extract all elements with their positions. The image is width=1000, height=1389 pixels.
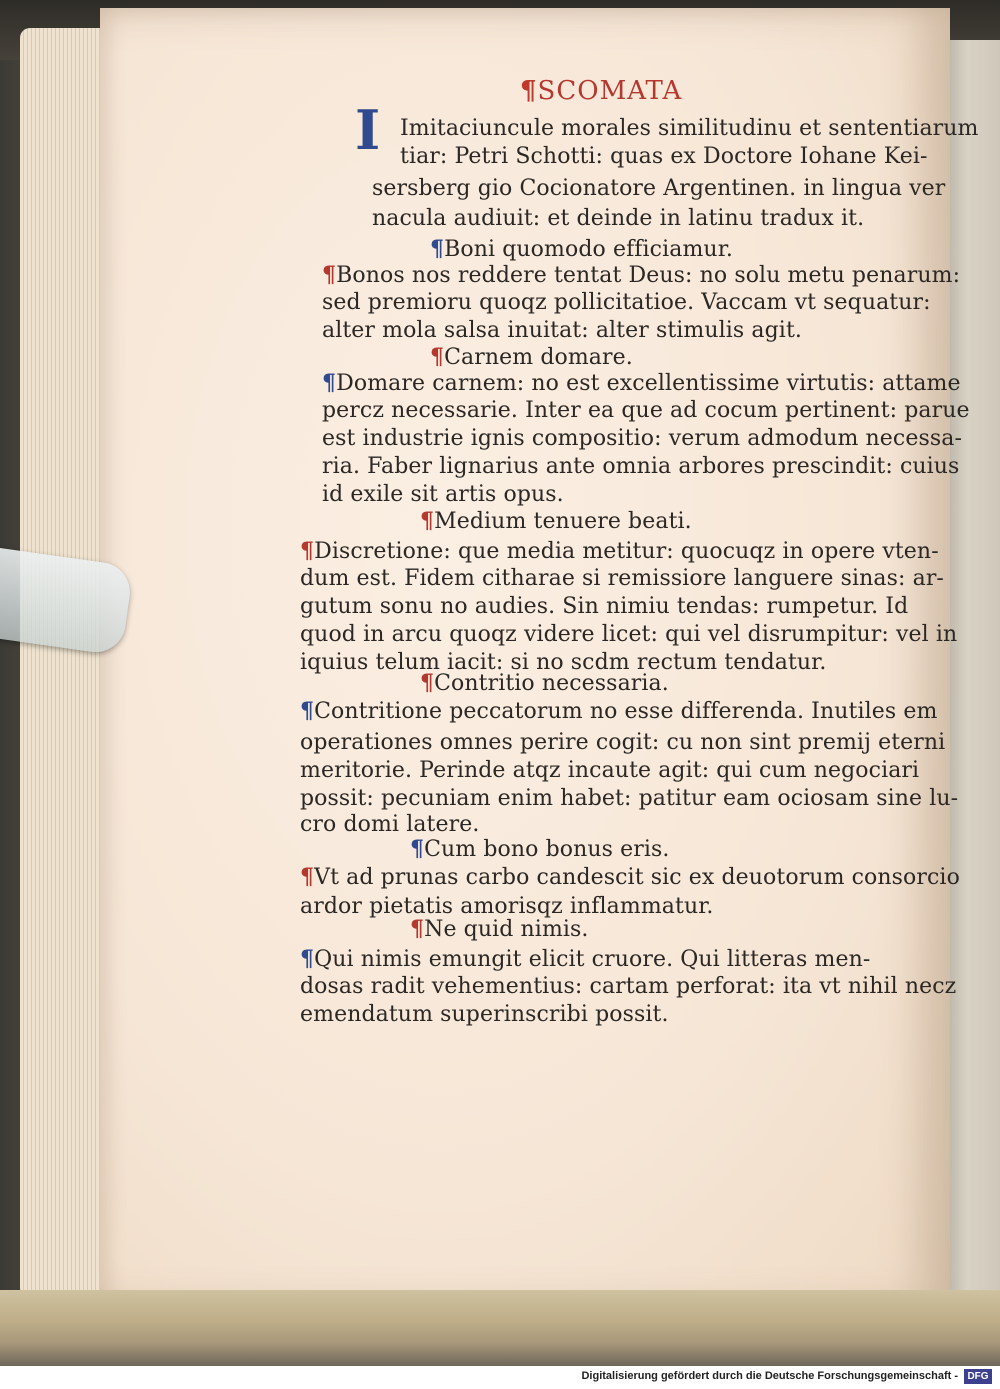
text-line: ¶Vt ad prunas carbo candescit sic ex deuotorum consorcio — [300, 864, 960, 890]
title-word: SCOMATA — [537, 76, 683, 106]
section-heading: ¶Ne quid nimis. — [410, 916, 589, 942]
section-heading: ¶Carnem domare. — [430, 344, 633, 370]
section-heading: ¶Contritio necessaria. — [420, 670, 669, 696]
text-line: emendatum superinscribi possit. — [300, 1002, 669, 1027]
text-line: ¶Discretione: que media metitur: quocuqz in opere vten- — [300, 538, 939, 564]
text-line: tiar: Petri Schotti: quas ex Doctore Iohane Kei- — [400, 144, 928, 169]
text-line: dosas radit vehementius: cartam perforat: ita vt nihil necz — [300, 974, 957, 999]
text-line: id exile sit artis opus. — [322, 482, 564, 507]
text-line: ¶Domare carnem: no est excellentissime virtutis: attame — [322, 370, 961, 396]
section-heading: ¶Cum bono bonus eris. — [410, 836, 670, 862]
text-line: dum est. Fidem citharae si remissiore languere sinas: ar- — [300, 566, 944, 591]
text-line: ria. Faber lignarius ante omnia arbores prescindit: cuius — [322, 454, 960, 479]
text-line: alter mola salsa inuitat: alter stimulis agit. — [322, 318, 802, 343]
text-line: ¶Contritione peccatorum no esse differenda. Inutiles em — [300, 698, 938, 724]
section-heading: ¶Medium tenuere beati. — [420, 508, 692, 534]
text-line: cro domi latere. — [300, 812, 480, 837]
dfg-logo: DFG — [964, 1369, 992, 1384]
text-line: ¶Bonos nos reddere tentat Deus: no solu metu penarum: — [322, 262, 961, 288]
title-pilcrow: ¶ — [520, 76, 538, 106]
funding-credit: Digitalisierung gefördert durch die Deutsche Forschungsgemeinschaft - — [581, 1370, 958, 1382]
text-line: Imitaciuncule morales similitudinu et sententiarum — [400, 116, 979, 141]
footer-bar — [0, 1366, 1000, 1389]
text-line: iquius telum iacit: si no scdm rectum tendatur. — [300, 650, 827, 675]
initial-letter: I — [355, 98, 381, 162]
text-line: gutum sonu no audies. Sin nimiu tendas: rumpetur. Id — [300, 594, 909, 619]
text-line: nacula audiuit: et deinde in latinu tradux it. — [372, 206, 865, 231]
page-title — [520, 76, 682, 106]
text-line: operationes omnes perire cogit: cu non sint premij eterni — [300, 730, 946, 755]
text-line: sed premioru quoqz pollicitatioe. Vaccam vt sequatur: — [322, 290, 931, 315]
text-line: ardor pietatis amorisqz inflammatur. — [300, 894, 714, 919]
section-heading: ¶Boni quomodo efficiamur. — [430, 236, 733, 262]
text-line: sersberg gio Cocionatore Argentinen. in lingua ver — [372, 176, 946, 201]
text-line: percz necessarie. Inter ea que ad cocum pertinent: parue — [322, 398, 970, 423]
text-line: est industrie ignis compositio: verum admodum necessa- — [322, 426, 962, 451]
text-line: meritorie. Perinde atqz incaute agit: qui cum negociari — [300, 758, 920, 783]
text-line: possit: pecuniam enim habet: patitur eam ociosam sine lu- — [300, 786, 959, 811]
text-line: ¶Qui nimis emungit elicit cruore. Qui litteras men- — [300, 946, 871, 972]
text-line: quod in arcu quoqz videre licet: qui vel disrumpitur: vel in — [300, 622, 958, 647]
